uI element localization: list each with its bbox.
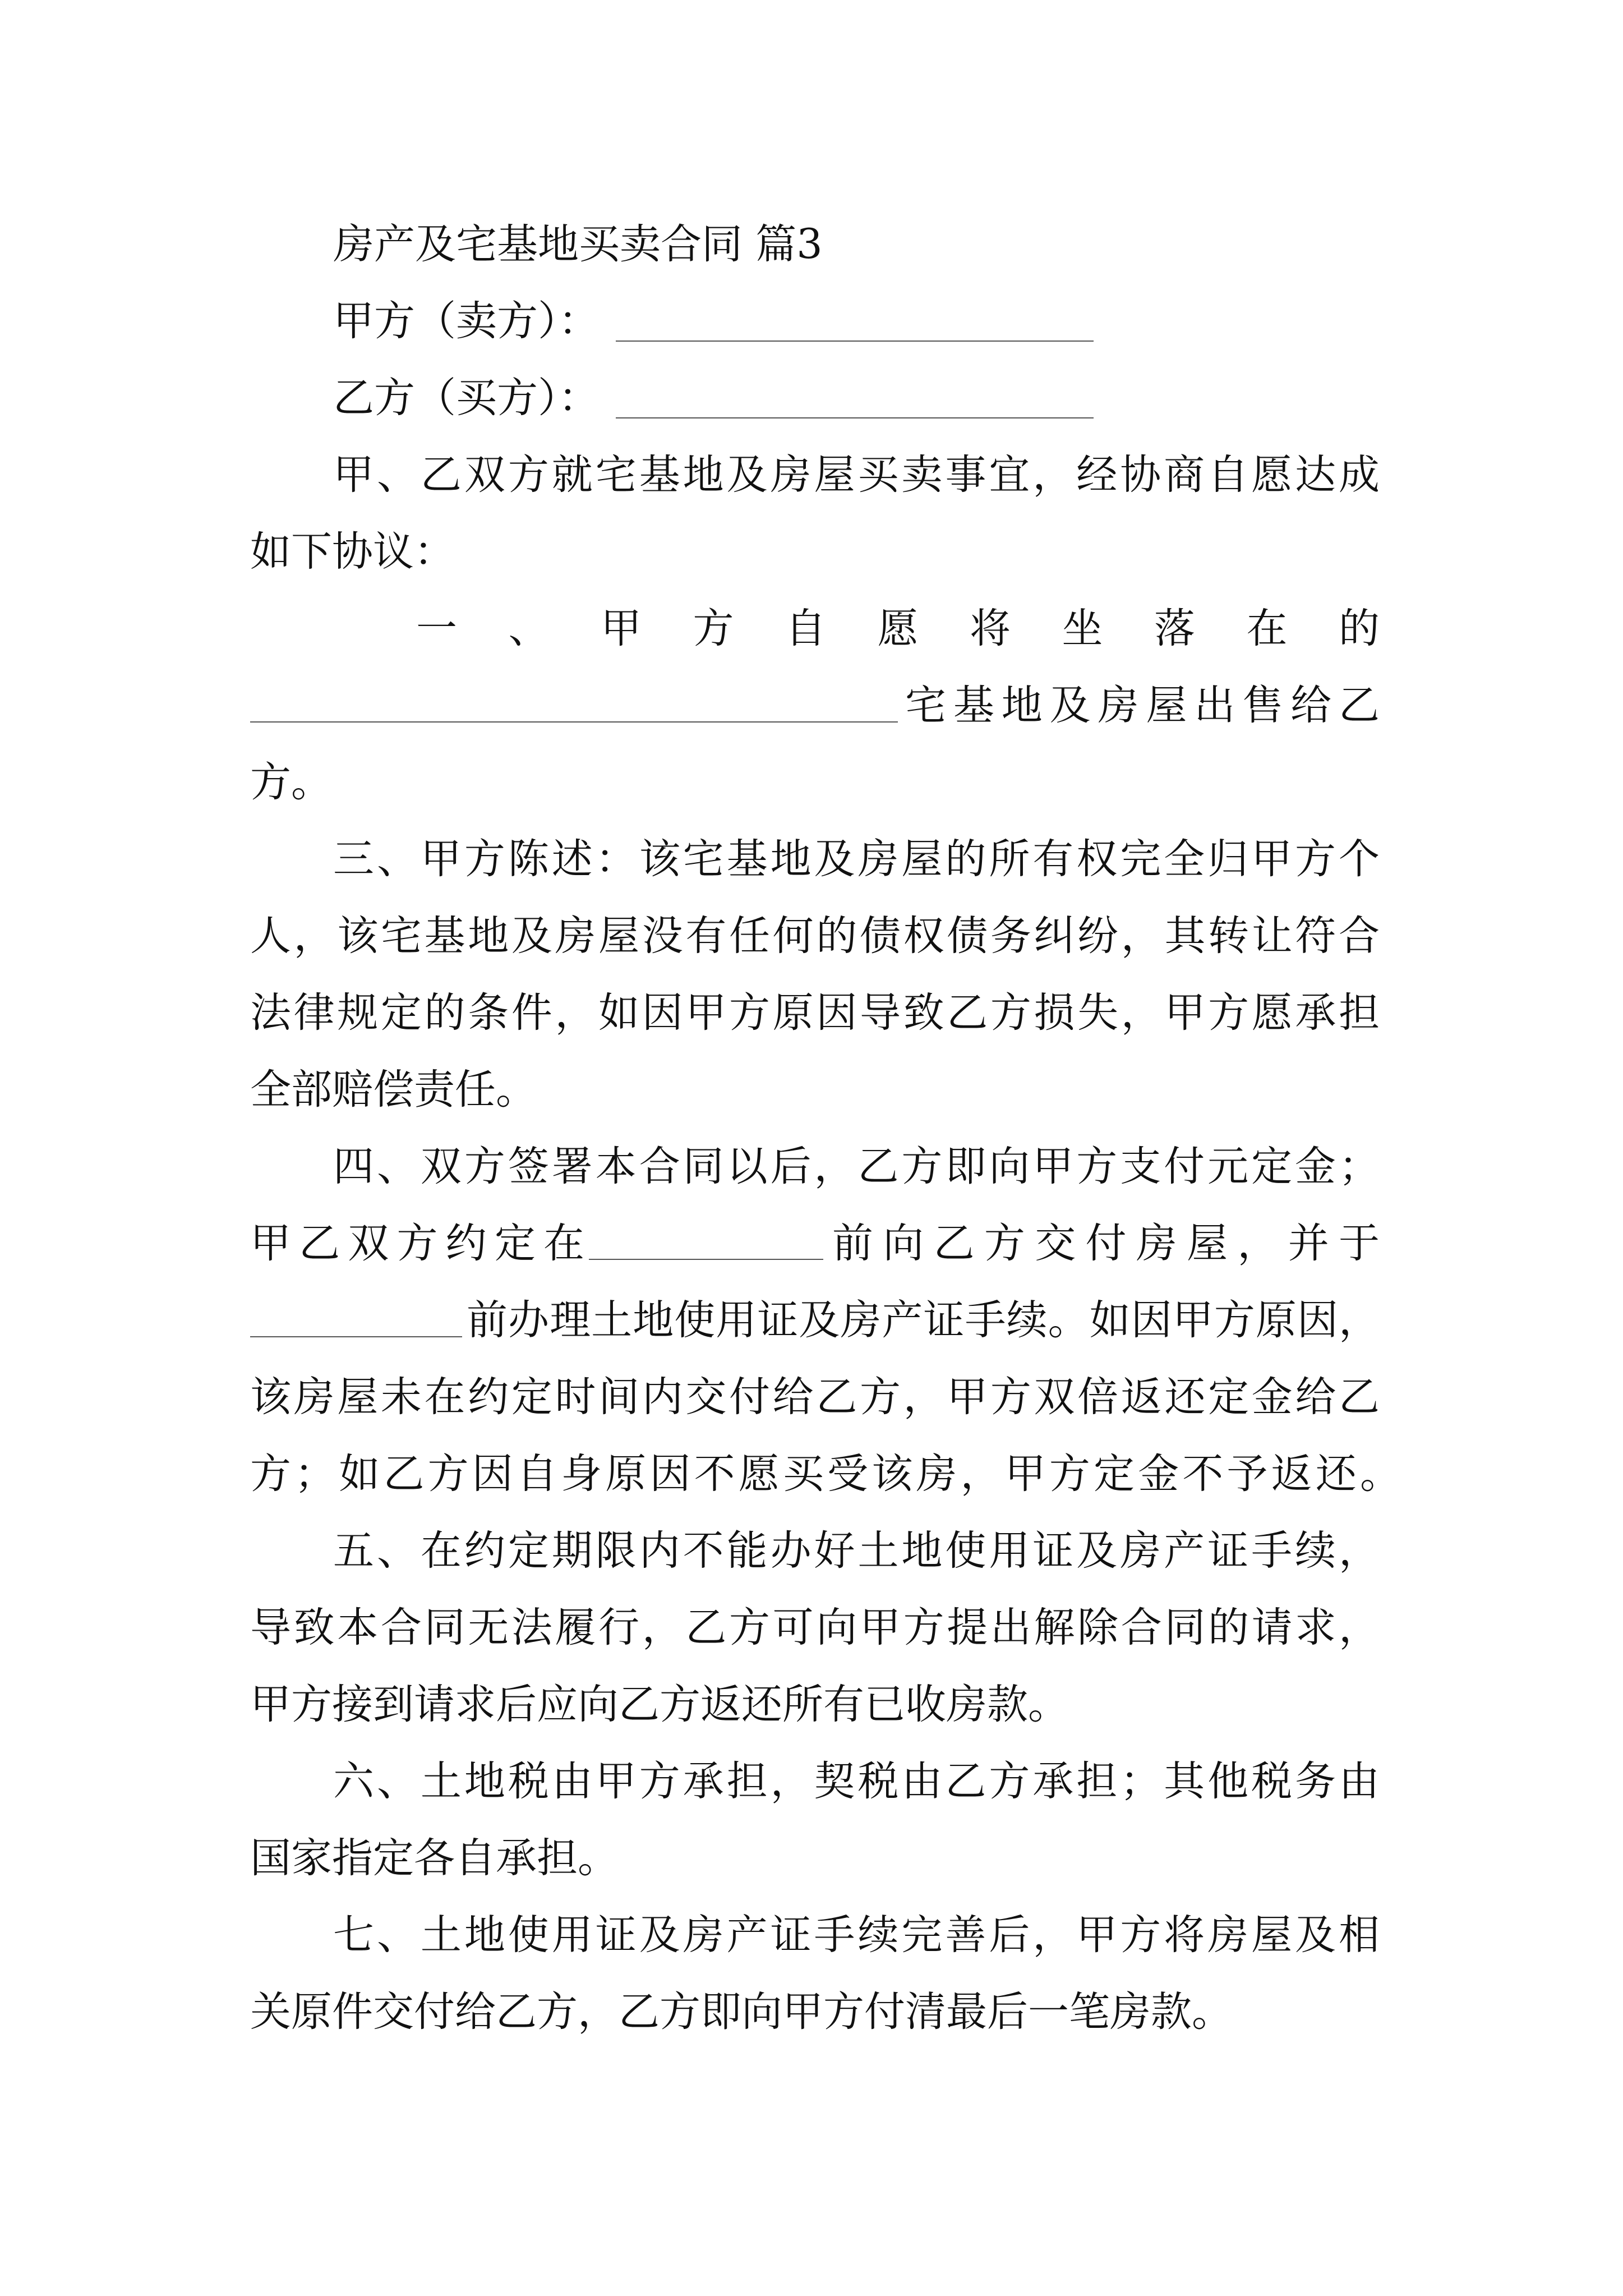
party-b-label: 乙方（买方）：	[333, 374, 600, 422]
clause-6-line-2: 国家指定各自承担。	[250, 1834, 619, 1882]
party-a-label: 甲方（卖方）：	[333, 297, 600, 345]
clause-3-line-2: 人，该宅基地及房屋没有任何的债权债务纠纷，其转让符合	[250, 912, 1380, 960]
clause-1-line-2: 宅基地及房屋出售给乙	[905, 682, 1380, 729]
clause-4-line-2b: 前向乙方交付房屋，并于	[832, 1220, 1380, 1267]
clause-7-line-1: 七、土地使用证及房产证手续完善后，甲方将房屋及相	[333, 1911, 1380, 1959]
clause-4-line-1: 四、双方签署本合同以后，乙方即向甲方支付元定金；	[333, 1143, 1380, 1190]
intro-line-2: 如下协议：	[250, 528, 455, 576]
clause-6-line-1: 六、土地税由甲方承担，契税由乙方承担；其他税务由	[333, 1757, 1380, 1805]
certificate-date-blank	[250, 1336, 462, 1337]
party-b-blank	[616, 417, 1094, 418]
clause-4-line-4: 该房屋未在约定时间内交付给乙方，甲方双倍返还定金给乙	[250, 1373, 1380, 1421]
clause-4-line-3: 前办理土地使用证及房产证手续。如因甲方原因，	[467, 1296, 1380, 1344]
clause-1-location-blank	[250, 721, 898, 723]
clause-3-line-1: 三、甲方陈述：该宅基地及房屋的所有权完全归甲方个	[333, 835, 1380, 883]
clause-3-line-4: 全部赔偿责任。	[250, 1066, 537, 1114]
document-title: 房产及宅基地买卖合同 篇3	[333, 220, 823, 268]
clause-1-line-3: 方。	[250, 758, 332, 806]
delivery-date-blank	[589, 1259, 823, 1260]
clause-5-line-1: 五、在约定期限内不能办好土地使用证及房产证手续，	[333, 1527, 1380, 1575]
clause-7-line-2: 关原件交付给乙方，乙方即向甲方付清最后一笔房款。	[250, 1988, 1233, 2036]
clause-4-line-2a: 甲乙双方约定在	[250, 1220, 584, 1267]
clause-1-line-1: 一、甲方自愿将坐落在的	[416, 605, 1380, 652]
clause-5-line-2: 导致本合同无法履行，乙方可向甲方提出解除合同的请求，	[250, 1604, 1380, 1651]
intro-line-1: 甲、乙双方就宅基地及房屋买卖事宜，经协商自愿达成	[333, 451, 1380, 499]
clause-5-line-3: 甲方接到请求后应向乙方返还所有已收房款。	[250, 1681, 1069, 1728]
party-a-blank	[616, 341, 1094, 342]
clause-3-line-3: 法律规定的条件，如因甲方原因导致乙方损失，甲方愿承担	[250, 989, 1380, 1037]
clause-4-line-5: 方；如乙方因自身原因不愿买受该房，甲方定金不予返还。	[250, 1450, 1401, 1498]
